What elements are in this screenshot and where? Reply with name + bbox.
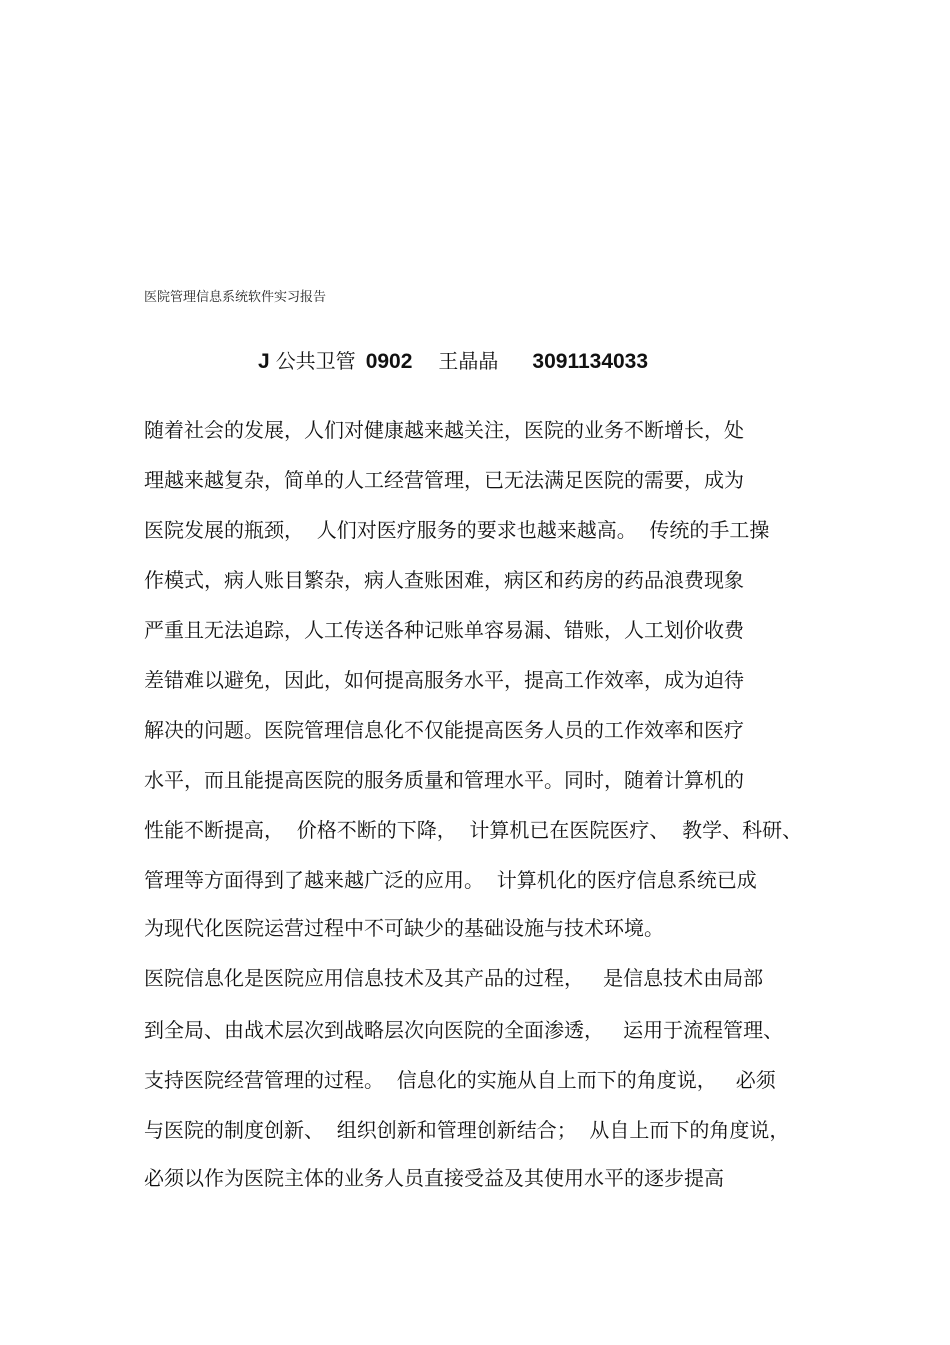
body-line: 差错难以避免，因此，如何提高服务水平，提高工作效率，成为迫待 (144, 668, 744, 692)
body-line: 必须以作为医院主体的业务人员直接受益及其使用水平的逐步提高 (144, 1166, 724, 1190)
body-line: 医院发展的瓶颈， 人们对医疗服务的要求也越来越高。 传统的手工操 (144, 518, 770, 542)
class-name: 公共卫管 (275, 349, 356, 373)
student-id: 3091134033 (532, 350, 649, 373)
body-line: 性能不断提高， 价格不断的下降， 计算机已在医院医疗、 教学、科研、 (144, 818, 803, 842)
class-number: 0902 (365, 350, 413, 373)
body-line: 为现代化医院运营过程中不可缺少的基础设施与技术环境。 (144, 916, 664, 940)
author-byline (258, 346, 648, 377)
body-line: 随着社会的发展，人们对健康越来越关注，医院的业务不断增长，处 (144, 418, 744, 442)
body-line: 理越来越复杂，简单的人工经营管理，已无法满足医院的需要，成为 (144, 468, 744, 492)
body-line: 水平，而且能提高医院的服务质量和管理水平。同时，随着计算机的 (144, 768, 744, 792)
student-name: 王晶晶 (438, 349, 499, 373)
byline-prefix: J (258, 350, 270, 373)
body-line: 作模式，病人账目繁杂，病人查账困难，病区和药房的药品浪费现象 (144, 568, 744, 592)
body-line: 到全局、由战术层次到战略层次向医院的全面渗透， 运用于流程管理、 (144, 1018, 784, 1042)
body-line: 解决的问题。医院管理信息化不仅能提高医务人员的工作效率和医疗 (144, 718, 744, 742)
body-line: 医院信息化是医院应用信息技术及其产品的过程， 是信息技术由局部 (144, 966, 764, 990)
document-title: 医院管理信息系统软件实习报告 (144, 290, 327, 305)
body-line: 支持医院经营管理的过程。 信息化的实施从自上而下的角度说， 必须 (144, 1068, 776, 1092)
body-line: 严重且无法追踪，人工传送各种记账单容易漏、错账，人工划价收费 (144, 618, 744, 642)
body-line: 与医院的制度创新、 组织创新和管理创新结合； 从自上而下的角度说， (144, 1118, 790, 1142)
body-line: 管理等方面得到了越来越广泛的应用。 计算机化的医疗信息系统已成 (144, 868, 757, 892)
